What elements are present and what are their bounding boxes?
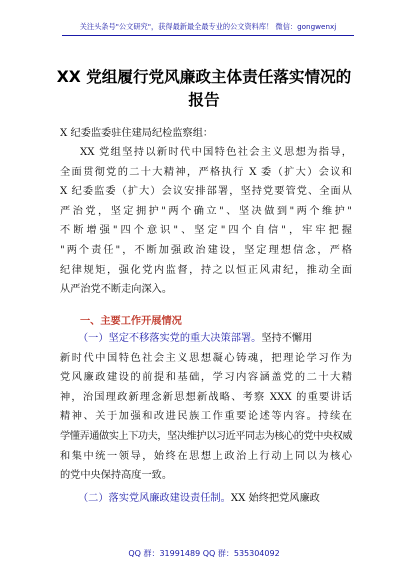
header-banner: 关注头条号"公文研究"，获得最新最全最专业的公文资料库！ 微信：gongwenxj xyxy=(79,22,337,31)
header-rule xyxy=(62,35,354,36)
subsection-2-text: XX 始终把党风廉政 xyxy=(230,493,320,504)
paragraph2-line: 精神、关于加强和改进民族工作重要论述等内容。持续在 xyxy=(60,411,352,423)
paragraph1-line: XX 党组坚持以新时代中国特色社会主义思想为指导， xyxy=(80,147,352,158)
paragraph1-line: 从严治党不断走向深入。 xyxy=(60,284,173,296)
paragraph2-line: 新时代中国特色社会主义思想凝心铸魂，把理论学习作为 xyxy=(60,352,352,364)
paragraph1-line: 严治党，坚定拥护"两个确立"、坚决做到"两个维护" xyxy=(60,205,352,217)
document-title xyxy=(40,66,368,112)
paragraph1-line: 不断增强"四个意识"、坚定"四个自信"，牢牢把握 xyxy=(60,225,352,237)
title-line-2: 报告 xyxy=(188,91,220,109)
subsection-2-line xyxy=(78,489,370,509)
subsection-1-line xyxy=(78,329,370,349)
footer-qq-groups: QQ 群：31991489 QQ 群：535304092 xyxy=(128,549,280,558)
paragraph1-line: X 纪委监委（扩大）会议安排部署，坚持党要管党、全面从 xyxy=(60,186,352,198)
paragraph2-line: 和集中统一领导，始终在思想上政治上行动上同以为核心 xyxy=(60,450,352,462)
subsection-2-heading: （二）落实党风廉政建设责任制。 xyxy=(78,493,231,504)
subsection-1-text: 坚持不懈用 xyxy=(261,333,313,344)
paragraph1-line: "两个责任"，不断加强政治建设，坚定理想信念，严格 xyxy=(60,245,352,256)
paragraph2-line: 的党中央保持高度一致。 xyxy=(60,470,173,482)
title-line-1: XX 党组履行党风廉政主体责任落实情况的 xyxy=(56,68,352,86)
salutation: X 纪委监委驻住建局纪检监察组： xyxy=(60,128,214,139)
paragraph2-line: 神，治国理政新理念新思想新战略、考察 XXX 的重要讲话 xyxy=(60,391,352,403)
paragraph1-line: 纪律规矩，强化党内监督，持之以恒正风肃纪，推动全面 xyxy=(60,264,352,276)
section-heading: 一、主要工作开展情况 xyxy=(80,316,182,327)
subsection-1-heading: （一）坚定不移落实党的重大决策部署。 xyxy=(78,333,262,344)
paragraph2-line: 党风廉政建设的前提和基础，学习内容涵盖党的二十大精 xyxy=(60,372,352,384)
paragraph2-line: 学懂弄通做实上下功夫，坚决维护以习近平同志为核心的党中央权威 xyxy=(60,431,352,442)
paragraph1-line: 全面贯彻党的二十大精神，严格执行 X 委（扩大）会议和 xyxy=(60,166,352,178)
